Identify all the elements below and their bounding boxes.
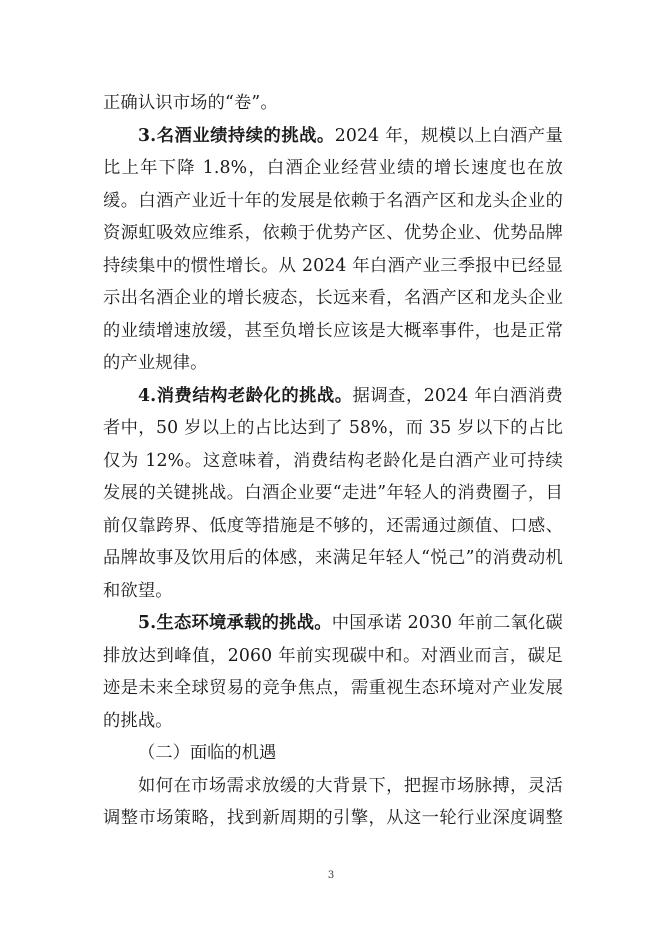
paragraph-opportunities-intro [103,770,563,835]
paragraph-text: 如何在市场需求放缓的大背景下，把握市场脉搏，灵活调整市场策略，找到新周期的引擎，从这一轮行业深度调整 [103,775,563,828]
paragraph-text: 2024 年，规模以上白酒产量比上年下降 1.8%，白酒企业经营业绩的增长速度也在放缓。白酒产业近十年的发展是依赖于名酒产区和龙头企业的资源虹吸效应维系，依赖于优势产区、优势企业、优势品牌持续集中的惯性增长。从 2024 年白酒产业三季报中已经显示出名酒企业的增长疲态，长远来看，名酒产区和龙头企业的业绩增速放缓，甚至负增长应该是大概率事件，也是正常的产业规律。 [103,125,563,373]
inline-heading-ecology: 5.生态环境承载的挑战。 [138,613,332,633]
paragraph-aging-consumers-challenge [103,380,563,608]
paragraph-text: 正确认识市场的“卷”。 [103,93,278,113]
paragraph-text: 中国承诺 2030 年前二氧化碳排放达到峰值，2060 年前实现碳中和。对酒业而言，碳足迹是未来全球贸易的竞争焦点，需重视生态环境对产业发展的挑战。 [103,613,563,731]
document-body [103,87,563,835]
section-heading-opportunities: （二）面临的机遇 [138,743,277,763]
page-number: 3 [327,870,335,881]
inline-heading-aging-consumers: 4.消费结构老龄化的挑战。 [138,385,353,406]
paragraph-ecology-challenge [103,607,563,737]
inline-heading-famous-liquor: 3.名酒业绩持续的挑战。 [138,125,335,146]
paragraph-text: 据调查，2024 年白酒消费者中，50 岁以上的占比达到了 58%，而 35 岁以下的占比仅为 12%。这意味着，消费结构老龄化是白酒产业可持续发展的关键挑战。白酒企业要“走进”年轻人的消费圈子，目前仅靠跨界、低度等措施是不够的，还需通过颜值、口感、品牌故事及饮用后的体感，来满足年轻人“悦己”的消费动机和欲望。 [103,385,563,601]
paragraph-continuation [103,87,563,120]
paragraph-famous-liquor-challenge [103,120,563,380]
